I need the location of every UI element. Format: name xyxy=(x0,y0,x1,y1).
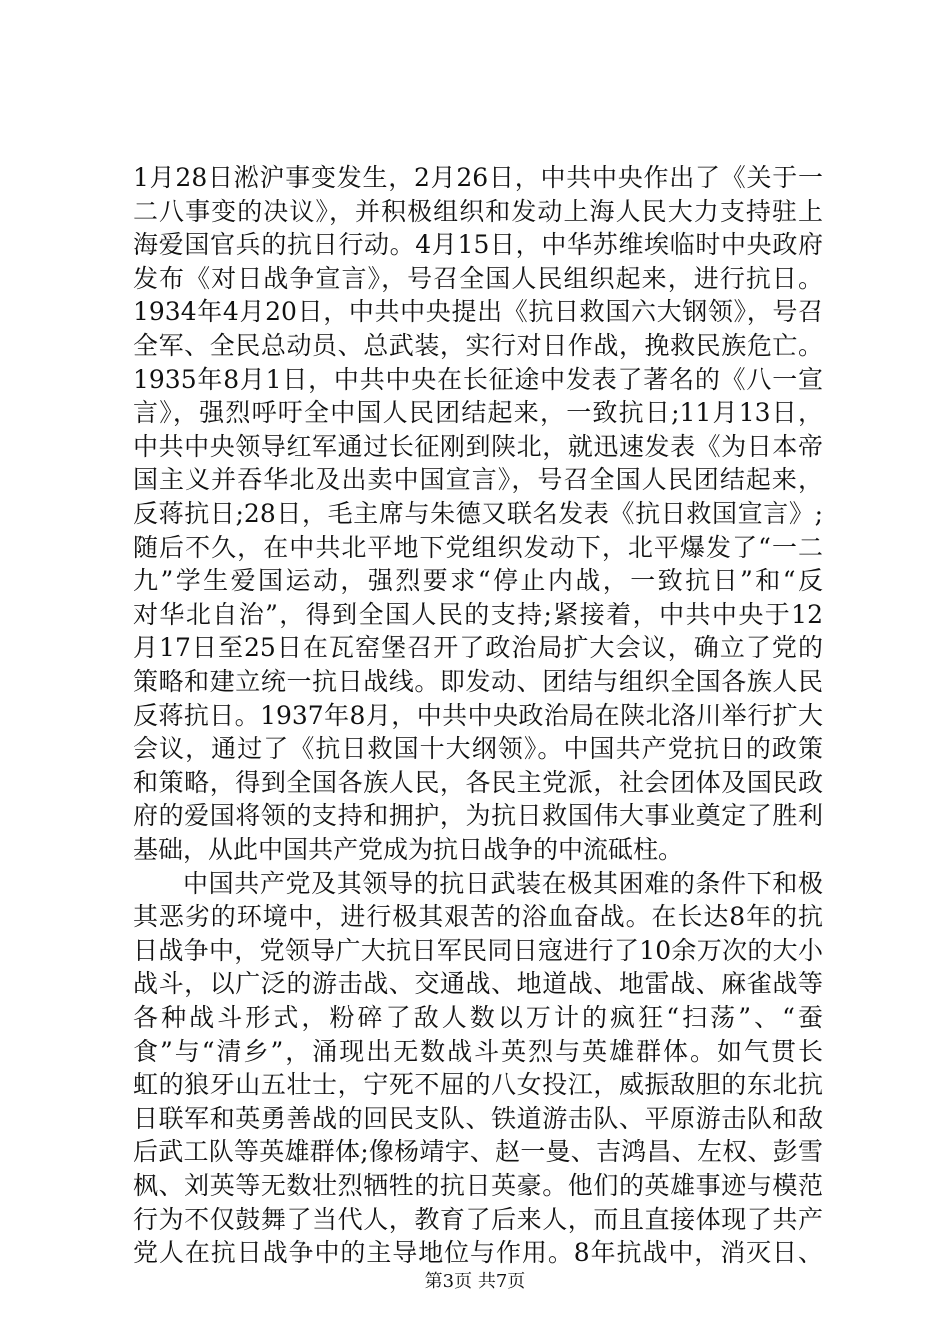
text-line: 中共中央领导红军通过长征刚到陕北，就迅速发表《为日本帝 xyxy=(133,431,823,461)
text-line: 日联军和英勇善战的回民支队、铁道游击队、平原游击队和敌 xyxy=(133,1103,823,1133)
text-line: 府的爱国将领的支持和拥护，为抗日救国伟大事业奠定了胜利 xyxy=(133,801,823,831)
text-line: 日战争中，党领导广大抗日军民同日寇进行了10余万次的大小 xyxy=(133,935,823,965)
text-line: 1935年8月1日，中共中央在长征途中发表了著名的《八一宣 xyxy=(133,364,823,394)
text-line: 随后不久，在中共北平地下党组织发动下，北平爆发了“一二 xyxy=(133,532,823,562)
text-line: 全军、全民总动员、总武装，实行对日作战，挽救民族危亡。 xyxy=(133,331,823,360)
text-line: 反蒋抗日;28日，毛主席与朱德又联名发表《抗日救国宣言》; xyxy=(133,499,823,528)
text-line: 九”学生爱国运动，强烈要求“停止内战，一致抗日”和“反 xyxy=(133,566,823,596)
text-line: 会议，通过了《抗日救国十大纲领》。中国共产党抗日的政策 xyxy=(133,734,823,764)
text-line: 后武工队等英雄群体;像杨靖宇、赵一曼、吉鸿昌、左权、彭雪 xyxy=(133,1137,823,1167)
text-line: 基础，从此中国共产党成为抗日战争的中流砥柱。 xyxy=(133,835,684,864)
text-line: 虹的狼牙山五壮士，宁死不屈的八女投江，威振敌胆的东北抗 xyxy=(133,1070,823,1100)
text-line: 发布《对日战争宣言》，号召全国人民组织起来，进行抗日。 xyxy=(133,263,823,293)
text-line: 中国共产党及其领导的抗日武装在极其困难的条件下和极 xyxy=(183,868,823,898)
text-line: 行为不仅鼓舞了当代人，教育了后来人，而且直接体现了共产 xyxy=(133,1204,823,1234)
text-line: 党人在抗日战争中的主导地位与作用。8年抗战中，消灭日、 xyxy=(133,1238,823,1268)
text-line: 和策略，得到全国各族人民，各民主党派，社会团体及国民政 xyxy=(133,767,823,797)
text-line: 国主义并吞华北及出卖中国宣言》，号召全国人民团结起来， xyxy=(133,465,823,495)
text-line: 各种战斗形式，粉碎了敌人数以万计的疯狂“扫荡”、“蚕 xyxy=(133,1003,823,1032)
text-line: 言》，强烈呼吁全中国人民团结起来，一致抗日;11月13日， xyxy=(133,398,823,428)
text-line: 战斗，以广泛的游击战、交通战、地道战、地雷战、麻雀战等 xyxy=(133,969,823,999)
text-line: 1934年4月20日，中共中央提出《抗日救国六大钢领》，号召 xyxy=(133,297,823,327)
text-line: 月17日至25日在瓦窑堡召开了政治局扩大会议，确立了党的 xyxy=(133,633,823,663)
text-line: 其恶劣的环境中，进行极其艰苦的浴血奋战。在长达8年的抗 xyxy=(133,902,823,932)
text-line: 二八事变的决议》，并积极组织和发动上海人民大力支持驻上 xyxy=(133,196,823,226)
text-line: 反蒋抗日。1937年8月，中共中央政治局在陕北洛川举行扩大 xyxy=(133,700,823,730)
page-footer: 第3页 共7页 xyxy=(424,1271,526,1292)
text-line: 1月28日淞沪事变发生，2月26日，中共中央作出了《关于一 xyxy=(133,163,823,192)
text-line: 策略和建立统一抗日战线。即发动、团结与组织全国各族人民 xyxy=(133,667,823,696)
text-line: 食”与“清乡”，涌现出无数战斗英烈与英雄群体。如气贯长 xyxy=(133,1036,823,1066)
text-line: 海爱国官兵的抗日行动。4月15日，中华苏维埃临时中央政府 xyxy=(133,230,823,260)
text-line: 对华北自治”，得到全国人民的支持;紧接着，中共中央于12 xyxy=(133,599,823,629)
text-line: 枫、刘英等无数壮烈牺牲的抗日英豪。他们的英雄事迹与模范 xyxy=(133,1171,823,1200)
